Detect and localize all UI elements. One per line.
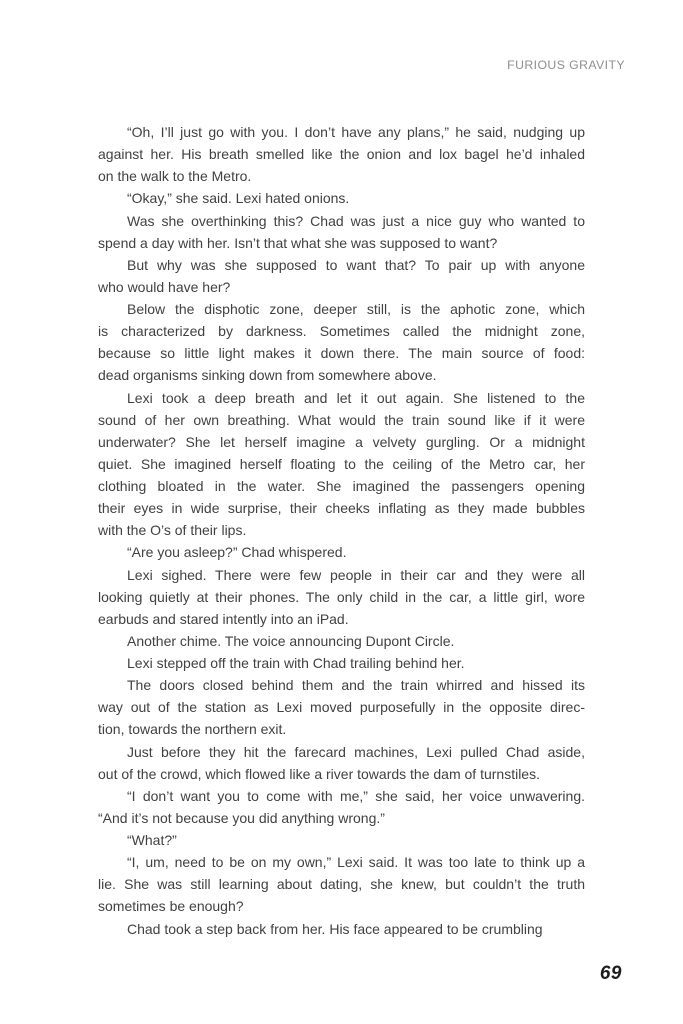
text-line-content: “And it’s not because you did anything wrong.” [98, 809, 385, 826]
text-line [98, 232, 585, 254]
text-line-content: sound of her own breathing. What would the train sound like if it were [98, 411, 585, 428]
text-line [98, 696, 585, 718]
text-line [98, 741, 585, 763]
text-line [98, 298, 585, 320]
text-line [98, 541, 585, 563]
text-line-content: with the O’s of their lips. [98, 522, 247, 539]
text-line-content: underwater? She let herself imagine a velvety gurgling. Or a midnight [98, 433, 585, 450]
text-line-content: “Okay,” she said. Lexi hated onions. [127, 190, 350, 207]
page-number: 69 [599, 963, 622, 984]
text-line [98, 409, 585, 431]
text-line-content: dead organisms sinking down from somewhere above. [98, 367, 437, 384]
text-line-content: Lexi took a deep breath and let it out again. She listened to the [127, 389, 585, 406]
text-line [98, 497, 585, 519]
text-line [98, 652, 585, 674]
text-line [98, 807, 585, 829]
text-line-content: “Oh, I’ll just go with you. I don’t have any plans,” he said, nudging up [127, 124, 585, 140]
text-line-content: quiet. She imagined herself floating to the ceiling of the Metro car, her [98, 455, 585, 472]
text-line-content: against her. His breath smelled like the onion and lox bagel he’d inhaled [98, 146, 585, 163]
text-line-content: on the walk to the Metro. [98, 168, 252, 185]
text-line [98, 785, 585, 807]
text-line-content: “I, um, need to be on my own,” Lexi said. It was too late to think up a [127, 854, 585, 871]
text-line-content: way out of the station as Lexi moved purposefully in the opposite direc- [98, 699, 585, 716]
text-line [98, 895, 585, 917]
text-line-content: Was she overthinking this? Chad was just a nice guy who wanted to [127, 212, 585, 229]
text-line [98, 342, 585, 364]
running-header: FURIOUS GRAVITY [507, 58, 625, 72]
text-line [98, 851, 585, 873]
text-line [98, 431, 585, 453]
text-line-content: Lexi stepped off the train with Chad trailing behind her. [127, 655, 465, 671]
text-line [98, 364, 585, 386]
text-line [98, 829, 585, 851]
text-line [98, 564, 585, 586]
text-line-content: Lexi sighed. There were few people in their car and they were all [127, 566, 585, 583]
text-line [98, 320, 585, 342]
text-line [98, 519, 585, 541]
text-line-content: The doors closed behind them and the train whirred and hissed its [127, 677, 585, 694]
text-line-content: “What?” [127, 832, 177, 848]
text-line [98, 121, 585, 143]
text-line [98, 276, 585, 298]
text-line-content: Chad took a step back from her. His face appeared to be crumbling [127, 920, 543, 937]
text-line [98, 165, 585, 187]
text-line [98, 608, 585, 630]
text-line [98, 674, 585, 696]
text-line [98, 143, 585, 165]
text-line [98, 475, 585, 497]
text-line-content: “Are you asleep?” Chad whispered. [127, 544, 347, 561]
text-line [98, 210, 585, 232]
text-line-content: sometimes be enough? [98, 898, 244, 915]
text-line-content: looking quietly at their phones. The only child in the car, a little girl, wore [98, 588, 585, 605]
text-line-content: Another chime. The voice announcing Dupont Circle. [127, 632, 455, 649]
text-line [98, 586, 585, 608]
text-line-content: who would have her? [98, 278, 231, 295]
text-line [98, 453, 585, 475]
text-line [98, 873, 585, 895]
text-line-content: earbuds and stared intently into an iPad. [98, 610, 349, 627]
text-line [98, 387, 585, 409]
text-line [98, 630, 585, 652]
text-line-content: tion, towards the northern exit. [98, 721, 287, 738]
body-text-block [98, 121, 585, 940]
text-line-content: spend a day with her. Isn’t that what she was supposed to want? [98, 234, 498, 251]
text-line-content: “I don’t want you to come with me,” she said, her voice unwavering. [127, 787, 585, 804]
text-line-content: Below the disphotic zone, deeper still, is the aphotic zone, which [127, 301, 585, 317]
text-line [98, 763, 585, 785]
text-line-content: out of the crowd, which flowed like a river towards the dam of turnstiles. [98, 765, 540, 782]
text-line-content: their eyes in wide surprise, their cheeks inflating as they made bubbles [98, 500, 585, 517]
text-line [98, 718, 585, 740]
text-line-content: Just before they hit the farecard machines, Lexi pulled Chad aside, [127, 743, 585, 760]
text-line-content: because so little light makes it down there. The main source of food: [98, 345, 585, 362]
text-line-content: is characterized by darkness. Sometimes called the midnight zone, [98, 323, 585, 340]
text-line-content: But why was she supposed to want that? To pair up with anyone [127, 256, 585, 273]
text-line [98, 187, 585, 209]
text-line [98, 254, 585, 276]
text-line-content: clothing bloated in the water. She imagined the passengers opening [98, 478, 585, 494]
text-line [98, 918, 585, 940]
text-line-content: lie. She was still learning about dating, she knew, but couldn’t the truth [98, 876, 585, 893]
